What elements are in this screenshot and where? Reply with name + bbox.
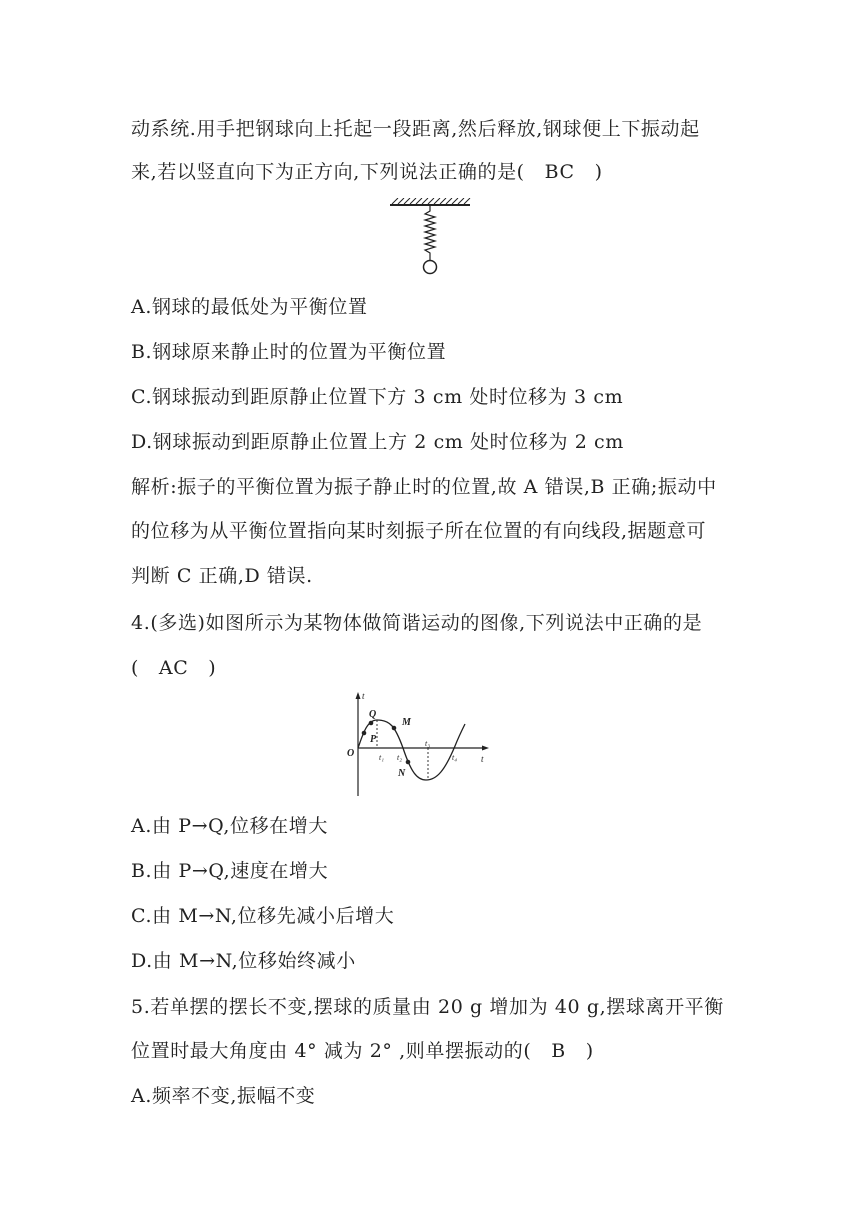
shm-graph [345,690,495,800]
point-q-label: Q [369,709,377,720]
option-4c: C.由 M→N,位移先减小后增大 [131,905,395,927]
origin-label: O [347,748,355,759]
axis-t-label-visible: t [481,754,484,764]
analysis-line-1: 解析:振子的平衡位置为振子静止时的位置,故 A 错误,B 正确;振动中 [131,476,717,498]
axis-x-label: t [362,691,365,701]
option-3c: C.钢球振动到距原静止位置下方 3 cm 处时位移为 3 cm [131,386,624,408]
point-n-label: N [398,768,406,779]
question-5-line-1: 5.若单摆的摆长不变,摆球的质量由 20 g 增加为 40 g,摆球离开平衡 [131,996,724,1018]
option-4b: B.由 P→Q,速度在增大 [131,860,329,882]
option-4a: A.由 P→Q,位移在增大 [131,815,328,837]
option-3b: B.钢球原来静止时的位置为平衡位置 [131,341,447,363]
option-5a: A.频率不变,振幅不变 [131,1085,316,1107]
tick-t2: t₂ [397,753,403,762]
question-5-line-2: 位置时最大角度由 4° 减为 2° ,则单摆振动的( B ) [131,1040,594,1062]
question-4-line-2: ( AC ) [131,657,217,679]
point-p-label: P [370,734,377,745]
analysis-line-3: 判断 C 正确,D 错误. [131,565,313,587]
tick-t3: t₃ [425,739,431,748]
option-4d: D.由 M→N,位移始终减小 [131,950,356,972]
question-4-line-1: 4.(多选)如图所示为某物体做简谐运动的图像,下列说法中正确的是 [131,612,703,634]
text-line-1: 动系统.用手把钢球向上托起一段距离,然后释放,钢球便上下振动起 [131,118,700,140]
option-3a: A.钢球的最低处为平衡位置 [131,296,368,318]
analysis-line-2: 的位移为从平衡位置指向某时刻振子所在位置的有向线段,据题意可 [131,520,707,542]
tick-t1: t₁ [379,753,385,762]
spring-ball-figure [388,198,474,278]
tick-t4: t₄ [452,753,458,762]
text-line-2: 来,若以竖直向下为正方向,下列说法正确的是( BC ) [131,161,603,183]
point-m-label: M [402,717,411,728]
option-3d: D.钢球振动到距原静止位置上方 2 cm 处时位移为 2 cm [131,431,624,453]
